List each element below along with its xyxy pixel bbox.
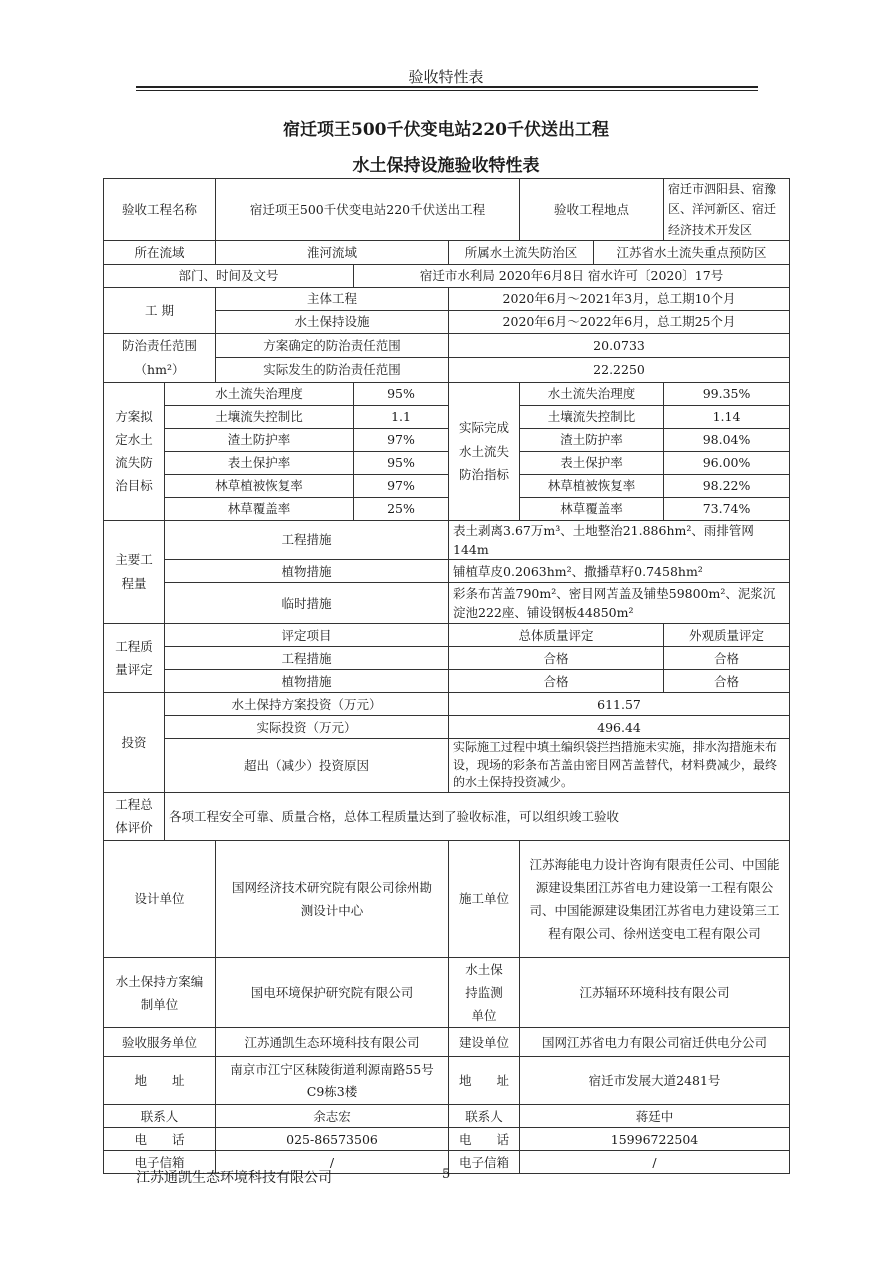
cell-label: 水土保持监测单位 — [449, 958, 520, 1028]
cell-label: 主要工程量 — [104, 520, 165, 624]
cell-label: 水土保持方案编制单位 — [104, 958, 216, 1028]
table-row — [104, 693, 790, 716]
quantity-value: 铺植草皮0.2063hm²、撒播草籽0.7458hm² — [449, 560, 790, 583]
cell-label: 方案拟定水土流失防治目标 — [104, 382, 165, 520]
email-builder: / — [520, 1151, 790, 1174]
cell-value: 淮河流域 — [216, 241, 449, 265]
cell-value: 20.0733 — [449, 334, 790, 358]
cell-label: 联系人 — [449, 1105, 520, 1128]
target-actual-name: 表土保护率 — [520, 451, 664, 474]
table-row — [104, 334, 790, 358]
cell-label: 水土保持设施 — [216, 311, 449, 334]
table-row — [104, 624, 790, 647]
target-actual-name: 林草覆盖率 — [520, 497, 664, 520]
contact-builder: 蒋廷中 — [520, 1105, 790, 1128]
resp-label: 防治责任范围 — [122, 338, 198, 354]
document-subtitle: 水土保持设施验收特性表 — [352, 156, 540, 176]
page-header: 验收特性表 — [408, 68, 484, 86]
cell-label: 工程总体评价 — [104, 792, 165, 841]
header-rule-thin — [136, 90, 758, 91]
target-actual: 1.14 — [664, 405, 790, 428]
invest-reason: 实际施工过程中填土编织袋拦挡措施未实施，排水沟措施未布设，现场的彩条布苫盖由密目网苫盖替代，材料费减少，最终的水土保持投资减少。 — [449, 739, 790, 792]
cell-label: 电子信箱 — [104, 1151, 216, 1174]
cell-label: 地 址 — [104, 1057, 216, 1105]
table-row — [104, 1128, 790, 1151]
target-actual: 99.35% — [664, 382, 790, 405]
target-name: 表土保护率 — [165, 451, 354, 474]
table-row — [104, 405, 790, 428]
page-number: 5 — [442, 1167, 451, 1182]
quantity-name: 植物措施 — [165, 560, 449, 583]
cell-label: 施工单位 — [449, 841, 520, 958]
target-actual: 98.22% — [664, 474, 790, 497]
design-unit: 国网经济技术研究院有限公司徐州勘测设计中心 — [216, 841, 449, 958]
email-service: / — [216, 1151, 449, 1174]
target-name: 林草覆盖率 — [165, 497, 354, 520]
target-plan: 1.1 — [354, 405, 449, 428]
cell-label: 主体工程 — [216, 288, 449, 311]
table-row — [104, 497, 790, 520]
table-row — [104, 451, 790, 474]
address-builder: 宿迁市发展大道2481号 — [520, 1057, 790, 1105]
target-name: 渣土防护率 — [165, 428, 354, 451]
cell-label: 实际发生的防治责任范围 — [216, 358, 449, 382]
eval-value: 各项工程安全可靠、质量合格，总体工程质量达到了验收标准，可以组织竣工验收 — [165, 792, 790, 841]
target-actual: 73.74% — [664, 497, 790, 520]
table-row — [104, 560, 790, 583]
table-row — [104, 382, 790, 405]
cell-value: 宿迁市水利局 2020年6月8日 宿水许可〔2020〕17号 — [354, 265, 790, 288]
target-actual-name: 渣土防护率 — [520, 428, 664, 451]
phone-builder: 15996722504 — [520, 1128, 790, 1151]
target-actual-name: 土壤流失控制比 — [520, 405, 664, 428]
resp-unit: （hm²） — [134, 361, 185, 377]
cell-label: 验收服务单位 — [104, 1028, 216, 1057]
target-plan: 95% — [354, 382, 449, 405]
invest-value: 496.44 — [449, 716, 790, 739]
table-row — [104, 179, 790, 241]
cell-label: 部门、时间及文号 — [104, 265, 354, 288]
target-actual: 96.00% — [664, 451, 790, 474]
target-plan: 25% — [354, 497, 449, 520]
cell-label: 验收工程地点 — [520, 179, 664, 241]
quantity-value: 彩条布苫盖790m²、密目网苫盖及铺垫59800m²、泥浆沉淀池222座、铺设钢板44850m² — [449, 583, 790, 624]
contact-service: 余志宏 — [216, 1105, 449, 1128]
monitor-unit: 江苏辐环环境科技有限公司 — [520, 958, 790, 1028]
invest-label: 超出（减少）投资原因 — [165, 739, 449, 792]
table-row — [104, 474, 790, 497]
invest-label: 水土保持方案投资（万元） — [165, 693, 449, 716]
table-row — [104, 428, 790, 451]
quality-header: 总体质量评定 — [449, 624, 664, 647]
table-row — [104, 958, 790, 1028]
cell-label: 电 话 — [449, 1128, 520, 1151]
cell-label: 实际完成水土流失防治指标 — [449, 382, 520, 520]
cell-label — [104, 334, 216, 383]
table-row — [104, 583, 790, 624]
table-row — [104, 670, 790, 693]
cell-value: 2020年6月～2022年6月，总工期25个月 — [449, 311, 790, 334]
quality-header: 外观质量评定 — [664, 624, 790, 647]
footer-company: 江苏通凯生态环境科技有限公司 — [136, 1170, 332, 1186]
table-row — [104, 647, 790, 670]
cell-label: 方案确定的防治责任范围 — [216, 334, 449, 358]
target-actual: 98.04% — [664, 428, 790, 451]
quantity-name: 工程措施 — [165, 520, 449, 560]
acceptance-table — [103, 178, 790, 1174]
table-row — [104, 716, 790, 739]
table-row — [104, 520, 790, 560]
phone-service: 025-86573506 — [216, 1128, 449, 1151]
cell-value: 宿迁项王500千伏变电站220千伏送出工程 — [216, 179, 520, 241]
cell-label: 电 话 — [104, 1128, 216, 1151]
table-row — [104, 241, 790, 265]
target-plan: 95% — [354, 451, 449, 474]
plan-unit: 国电环境保护研究院有限公司 — [216, 958, 449, 1028]
table-row — [104, 288, 790, 311]
cell-value: 宿迁市泗阳县、宿豫区、洋河新区、宿迁经济技术开发区 — [664, 179, 790, 241]
table-row — [104, 841, 790, 958]
builder-unit: 国网江苏省电力有限公司宿迁供电分公司 — [520, 1028, 790, 1057]
quantity-name: 临时措施 — [165, 583, 449, 624]
cell-label: 验收工程名称 — [104, 179, 216, 241]
quality-item: 工程措施 — [165, 647, 449, 670]
cell-label: 所在流域 — [104, 241, 216, 265]
quality-appearance: 合格 — [664, 670, 790, 693]
cell-label: 电子信箱 — [449, 1151, 520, 1174]
target-plan: 97% — [354, 428, 449, 451]
header-rule — [136, 86, 758, 88]
cell-label: 建设单位 — [449, 1028, 520, 1057]
target-name: 林草植被恢复率 — [165, 474, 354, 497]
target-actual-name: 林草植被恢复率 — [520, 474, 664, 497]
cell-label: 所属水土流失防治区 — [449, 241, 594, 265]
target-plan: 97% — [354, 474, 449, 497]
cell-value: 江苏省水土流失重点预防区 — [594, 241, 790, 265]
table-row — [104, 1105, 790, 1128]
cell-label: 联系人 — [104, 1105, 216, 1128]
cell-value: 2020年6月～2021年3月，总工期10个月 — [449, 288, 790, 311]
table-row — [104, 1028, 790, 1057]
cell-value: 22.2250 — [449, 358, 790, 382]
quantity-value: 表土剥离3.67万m³、土地整治21.886hm²、雨排管网144m — [449, 520, 790, 560]
quality-appearance: 合格 — [664, 647, 790, 670]
invest-value: 611.57 — [449, 693, 790, 716]
target-name: 水土流失治理度 — [165, 382, 354, 405]
cell-label: 工程质量评定 — [104, 624, 165, 693]
table-row — [104, 739, 790, 792]
quality-overall: 合格 — [449, 670, 664, 693]
table-row — [104, 792, 790, 841]
quality-header: 评定项目 — [165, 624, 449, 647]
quality-item: 植物措施 — [165, 670, 449, 693]
cell-label: 设计单位 — [104, 841, 216, 958]
quality-overall: 合格 — [449, 647, 664, 670]
service-unit: 江苏通凯生态环境科技有限公司 — [216, 1028, 449, 1057]
table-row — [104, 1057, 790, 1105]
cell-label: 工 期 — [104, 288, 216, 334]
table-row — [104, 265, 790, 288]
invest-label: 实际投资（万元） — [165, 716, 449, 739]
document-title: 宿迁项王500千伏变电站220千伏送出工程 — [283, 120, 609, 140]
cell-label: 投资 — [104, 693, 165, 792]
cell-label: 地 址 — [449, 1057, 520, 1105]
construct-unit: 江苏海能电力设计咨询有限责任公司、中国能源建设集团江苏省电力建设第一工程有限公司、中国能源建设集团江苏省电力建设第三工程有限公司、徐州送变电工程有限公司 — [520, 841, 790, 958]
address-service: 南京市江宁区秣陵街道利源南路55号C9栋3楼 — [216, 1057, 449, 1105]
target-name: 土壤流失控制比 — [165, 405, 354, 428]
target-actual-name: 水土流失治理度 — [520, 382, 664, 405]
